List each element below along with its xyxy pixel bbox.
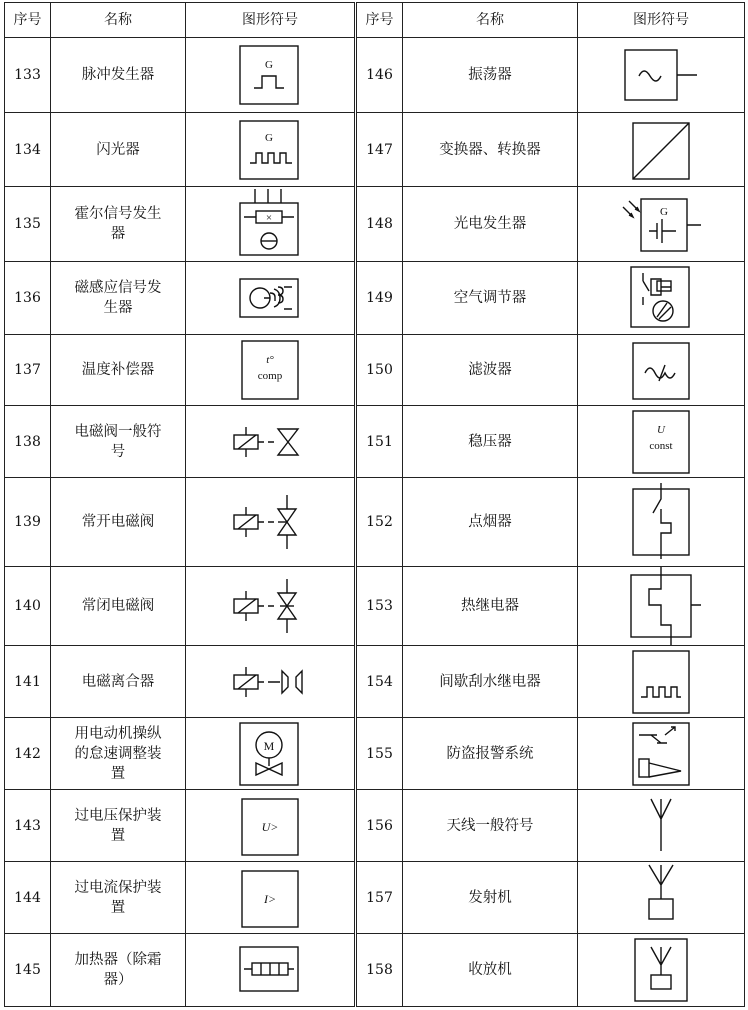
overvoltage-protection-icon — [230, 791, 310, 861]
symbol-stroke — [641, 687, 681, 697]
filter-icon — [621, 335, 701, 405]
symbol-label: t° — [266, 354, 274, 366]
symbol-stroke — [651, 799, 671, 851]
symbol-label: I> — [263, 891, 277, 906]
table-row — [5, 335, 745, 406]
intermittent-wiper-relay-icon — [621, 647, 701, 717]
flasher-icon — [230, 115, 310, 185]
symbol-cell — [578, 38, 745, 113]
table-row — [5, 262, 745, 335]
symbol-cell — [578, 187, 745, 262]
symbol-stroke — [657, 303, 671, 319]
symbol-stroke — [653, 483, 671, 559]
symbol-cell — [578, 646, 745, 718]
symbol-stroke — [278, 287, 283, 303]
symbol-stroke — [649, 219, 701, 243]
symbol-table — [4, 2, 745, 1007]
symbol-stroke — [238, 427, 274, 457]
symbol-stroke — [639, 71, 661, 81]
header-symbol: 图形符号 — [186, 3, 356, 38]
row-number: 138 — [5, 406, 51, 478]
symbol-stroke — [238, 667, 280, 697]
component-name: 变换器、转换器 — [403, 113, 578, 187]
thermal-relay-icon — [621, 567, 701, 645]
table-row — [5, 567, 745, 646]
symbol-stroke — [633, 343, 689, 399]
table-row — [5, 187, 745, 262]
symbol-stroke — [240, 46, 298, 104]
symbol-stroke — [649, 763, 681, 777]
symbol-stroke — [278, 429, 298, 455]
row-number: 155 — [356, 718, 403, 790]
component-name: 脉冲发生器 — [51, 38, 186, 113]
photoelectric-generator-icon — [621, 189, 701, 259]
symbol-cell — [186, 406, 356, 478]
component-name: 热继电器 — [403, 567, 578, 646]
component-name: 稳压器 — [403, 406, 578, 478]
table-row — [5, 934, 745, 1007]
symbol-cell — [578, 478, 745, 567]
row-number: 141 — [5, 646, 51, 718]
component-name: 霍尔信号发生器 — [51, 187, 186, 262]
symbol-stroke — [633, 723, 689, 785]
symbol-stroke — [633, 651, 689, 713]
row-number: 146 — [356, 38, 403, 113]
row-number: 134 — [5, 113, 51, 187]
magnetic-induction-generator-icon — [230, 263, 310, 333]
symbol-cell — [186, 187, 356, 262]
symbol-label: comp — [257, 370, 283, 382]
symbol-stroke — [649, 899, 673, 919]
component-name: 振荡器 — [403, 38, 578, 113]
component-name: 电磁离合器 — [51, 646, 186, 718]
component-name: 天线一般符号 — [403, 790, 578, 862]
symbol-label: × — [265, 212, 273, 224]
symbol-stroke — [250, 153, 292, 163]
component-name: 防盗报警系统 — [403, 718, 578, 790]
row-number: 153 — [356, 567, 403, 646]
symbol-stroke — [238, 579, 287, 633]
symbol-stroke — [623, 201, 639, 217]
radio-cassette-icon — [621, 935, 701, 1005]
symbol-cell — [186, 262, 356, 335]
air-conditioner-icon — [621, 263, 701, 333]
symbol-cell — [186, 113, 356, 187]
symbol-cell — [578, 113, 745, 187]
converter-icon — [621, 115, 701, 185]
row-number: 142 — [5, 718, 51, 790]
symbol-cell — [578, 862, 745, 934]
symbol-label: G — [660, 206, 668, 218]
symbol-label: G — [265, 131, 273, 144]
row-number: 149 — [356, 262, 403, 335]
cigarette-lighter-icon — [621, 483, 701, 561]
symbol-cell — [578, 335, 745, 406]
symbol-label: U — [657, 423, 665, 436]
row-number: 148 — [356, 187, 403, 262]
symbol-stroke — [284, 287, 292, 309]
symbol-cell — [578, 262, 745, 335]
temperature-compensator-icon — [230, 335, 310, 405]
row-number: 140 — [5, 567, 51, 646]
overcurrent-protection-icon — [230, 863, 310, 933]
symbol-cell — [186, 934, 356, 1007]
header-name: 名称 — [51, 3, 186, 38]
table-row — [5, 790, 745, 862]
symbol-label: U> — [261, 819, 279, 834]
symbol-stroke — [639, 759, 649, 777]
component-name: 常开电磁阀 — [51, 478, 186, 567]
header-symbol: 图形符号 — [578, 3, 745, 38]
component-name: 发射机 — [403, 862, 578, 934]
component-name: 电磁阀一般符号 — [51, 406, 186, 478]
symbol-stroke — [649, 567, 701, 645]
symbol-stroke — [254, 76, 284, 88]
symbol-stroke — [651, 947, 671, 975]
symbol-cell — [578, 567, 745, 646]
symbol-stroke — [657, 281, 671, 291]
symbol-cell — [578, 934, 745, 1007]
row-number: 157 — [356, 862, 403, 934]
table-row — [5, 406, 745, 478]
symbol-cell — [186, 335, 356, 406]
symbol-cell — [186, 567, 356, 646]
header-num: 序号 — [5, 3, 51, 38]
header-num: 序号 — [356, 3, 403, 38]
row-number: 144 — [5, 862, 51, 934]
symbol-stroke — [282, 671, 302, 693]
symbol-cell — [186, 478, 356, 567]
table-row — [5, 718, 745, 790]
component-name: 点烟器 — [403, 478, 578, 567]
motor-idle-adjuster-icon — [230, 719, 310, 789]
row-number: 136 — [5, 262, 51, 335]
row-number: 151 — [356, 406, 403, 478]
symbol-stroke — [649, 865, 673, 899]
component-name: 空气调节器 — [403, 262, 578, 335]
symbol-label: const — [649, 439, 673, 452]
symbol-cell — [186, 38, 356, 113]
component-name: 闪光器 — [51, 113, 186, 187]
header-row — [5, 3, 745, 38]
component-name: 用电动机操纵的怠速调整装置 — [51, 718, 186, 790]
row-number: 143 — [5, 790, 51, 862]
symbol-stroke — [255, 189, 281, 203]
symbol-label: G — [265, 59, 273, 71]
transmitter-icon — [621, 863, 701, 933]
symbol-stroke — [633, 123, 689, 179]
symbol-stroke — [240, 121, 298, 179]
heater-defroster-icon — [230, 935, 310, 1005]
symbol-cell — [578, 790, 745, 862]
normally-open-solenoid-valve-icon — [230, 487, 310, 557]
row-number: 152 — [356, 478, 403, 567]
symbol-cell — [186, 862, 356, 934]
row-number: 150 — [356, 335, 403, 406]
table-row — [5, 38, 745, 113]
oscillator-icon — [621, 40, 701, 110]
component-name: 光电发生器 — [403, 187, 578, 262]
symbol-stroke — [261, 963, 279, 975]
row-number: 154 — [356, 646, 403, 718]
row-number: 147 — [356, 113, 403, 187]
component-name: 过电压保护装置 — [51, 790, 186, 862]
antenna-icon — [621, 791, 701, 861]
pulse-generator-icon — [230, 40, 310, 110]
symbol-stroke — [264, 289, 280, 307]
symbol-stroke — [625, 50, 677, 100]
component-name: 间歇刮水继电器 — [403, 646, 578, 718]
electromagnetic-clutch-icon — [230, 647, 310, 717]
row-number: 139 — [5, 478, 51, 567]
component-name: 加热器（除霜器） — [51, 934, 186, 1007]
row-number: 137 — [5, 335, 51, 406]
component-name: 收放机 — [403, 934, 578, 1007]
component-name: 温度补偿器 — [51, 335, 186, 406]
symbol-cell — [186, 646, 356, 718]
symbol-cell — [578, 718, 745, 790]
table-row — [5, 113, 745, 187]
symbol-stroke — [639, 727, 675, 743]
row-number: 158 — [356, 934, 403, 1007]
row-number: 133 — [5, 38, 51, 113]
component-name: 磁感应信号发生器 — [51, 262, 186, 335]
row-number: 135 — [5, 187, 51, 262]
voltage-stabilizer-icon — [621, 407, 701, 477]
component-name: 滤波器 — [403, 335, 578, 406]
symbol-cell — [186, 790, 356, 862]
table-row — [5, 862, 745, 934]
symbol-label: M — [263, 738, 275, 753]
symbol-cell — [186, 718, 356, 790]
component-name: 常闭电磁阀 — [51, 567, 186, 646]
hall-signal-generator-icon — [230, 189, 310, 259]
table-row — [5, 646, 745, 718]
row-number: 145 — [5, 934, 51, 1007]
component-name: 过电流保护装置 — [51, 862, 186, 934]
symbol-stroke — [659, 365, 665, 381]
anti-theft-alarm-icon — [621, 719, 701, 789]
symbol-stroke — [256, 758, 282, 775]
solenoid-valve-icon — [230, 407, 310, 477]
symbol-stroke — [651, 975, 671, 989]
symbol-stroke — [653, 301, 673, 321]
symbol-cell — [578, 406, 745, 478]
row-number: 156 — [356, 790, 403, 862]
normally-closed-solenoid-valve-icon — [230, 571, 310, 641]
header-name: 名称 — [403, 3, 578, 38]
table-row — [5, 478, 745, 567]
